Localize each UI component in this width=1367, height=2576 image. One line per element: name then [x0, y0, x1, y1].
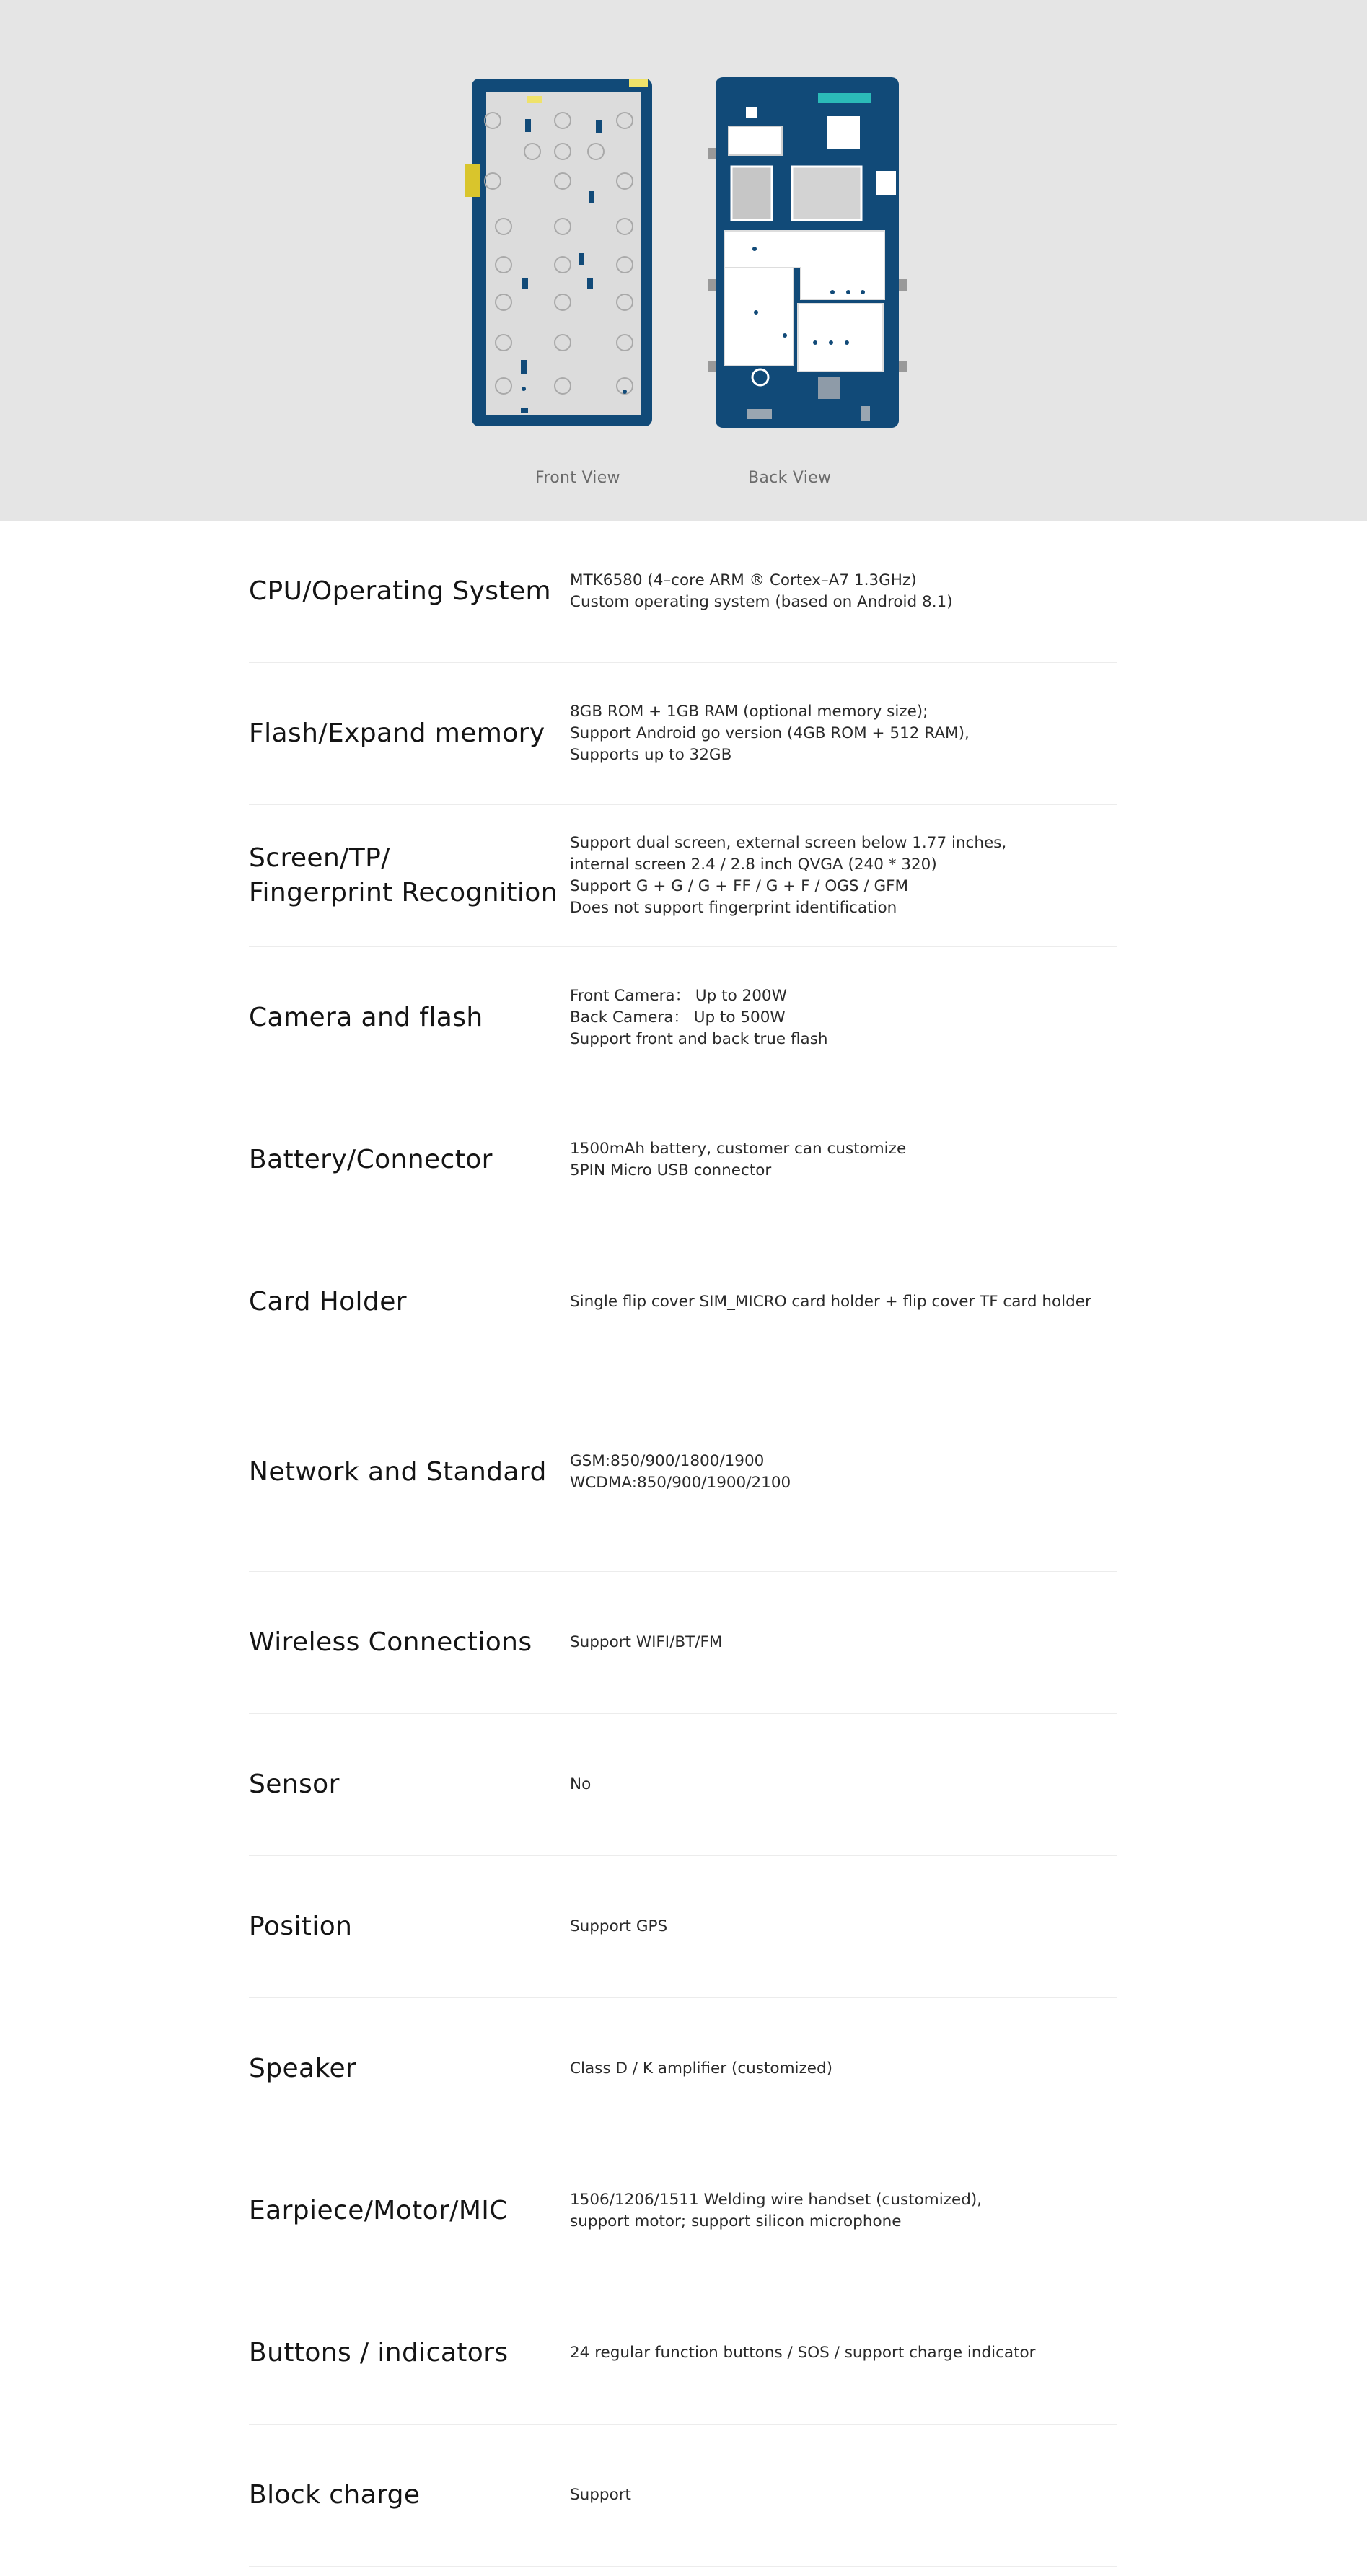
spec-value: 1506/1206/1511 Welding wire handset (customized), support motor; support silicon microphone [570, 2191, 983, 2230]
spec-row-network [249, 1373, 1117, 1572]
spec-value: No [570, 1775, 592, 1793]
front-view-label: Front View [535, 469, 620, 487]
spec-title: Wireless Connections [249, 1627, 532, 1657]
spec-row-speaker [249, 1998, 1117, 2140]
spec-row-wireless [249, 1572, 1117, 1714]
spec-title: Network and Standard [249, 1457, 547, 1487]
spec-row-screen [249, 805, 1117, 947]
spec-row-earpiece [249, 2140, 1117, 2282]
back-view-label: Back View [748, 469, 832, 487]
spec-value: Class D / K amplifier (customized) [570, 2060, 833, 2078]
front-view-image [462, 76, 662, 429]
spec-row-memory [249, 663, 1117, 805]
spec-value: 8GB ROM + 1GB RAM (optional memory size); Support Android go version (4GB ROM + 512 RAM), Supports up to 32GB [570, 703, 970, 764]
spec-value: Front Camera： Up to 200W Back Camera： Up to 500W Support front and back true flash [570, 987, 828, 1048]
spec-row-cpu [249, 521, 1117, 663]
spec-row-camera [249, 947, 1117, 1089]
spec-title: Screen/TP/ Fingerprint Recognition [249, 843, 558, 907]
spec-value: GSM:850/900/1800/1900 WCDMA:850/900/1900/2100 [570, 1452, 791, 1492]
spec-value: Support dual screen, external screen below 1.77 inches, internal screen 2.4 / 2.8 inch QVGA (240 * 320) Support G + G / G + FF / G + F / OGS / GFM Does not support fingerprint identification [570, 834, 1007, 917]
spec-title: Buttons / indicators [249, 2338, 509, 2368]
spec-value: Support [570, 2486, 631, 2504]
spec-title: Card Holder [249, 1287, 407, 1316]
spec-row-position [249, 1856, 1117, 1998]
spec-title: Sensor [249, 1770, 340, 1799]
spec-table [249, 521, 1117, 2567]
spec-title: CPU/Operating System [249, 576, 551, 606]
spec-title: Flash/Expand memory [249, 718, 545, 748]
spec-title: Speaker [249, 2054, 357, 2083]
spec-title: Battery/Connector [249, 1145, 493, 1174]
spec-row-battery [249, 1089, 1117, 1231]
spec-row-card-holder [249, 1231, 1117, 1373]
spec-row-block-charge [249, 2425, 1117, 2567]
pcb-front-illustration [462, 76, 662, 429]
spec-value: Support WIFI/BT/FM [570, 1633, 723, 1651]
spec-value: Single flip cover SIM_MICRO card holder + flip cover TF card holder [570, 1293, 1091, 1311]
spec-title: Position [249, 1912, 353, 1941]
pcb-back-illustration [704, 76, 913, 429]
product-gallery [0, 0, 1367, 521]
spec-title: Earpiece/Motor/MIC [249, 2196, 508, 2225]
spec-row-sensor [249, 1714, 1117, 1856]
spec-value: Support GPS [570, 1917, 668, 1935]
spec-title: Block charge [249, 2480, 421, 2510]
spec-value: 1500mAh battery, customer can customize 5PIN Micro USB connector [570, 1140, 907, 1179]
spec-value: 24 regular function buttons / SOS / support charge indicator [570, 2344, 1036, 2362]
spec-title: Camera and flash [249, 1003, 483, 1032]
spec-value: MTK6580 (4–core ARM ® Cortex–A7 1.3GHz) Custom operating system (based on Android 8.1) [570, 571, 953, 611]
back-view-image [704, 76, 913, 429]
spec-row-buttons [249, 2282, 1117, 2425]
